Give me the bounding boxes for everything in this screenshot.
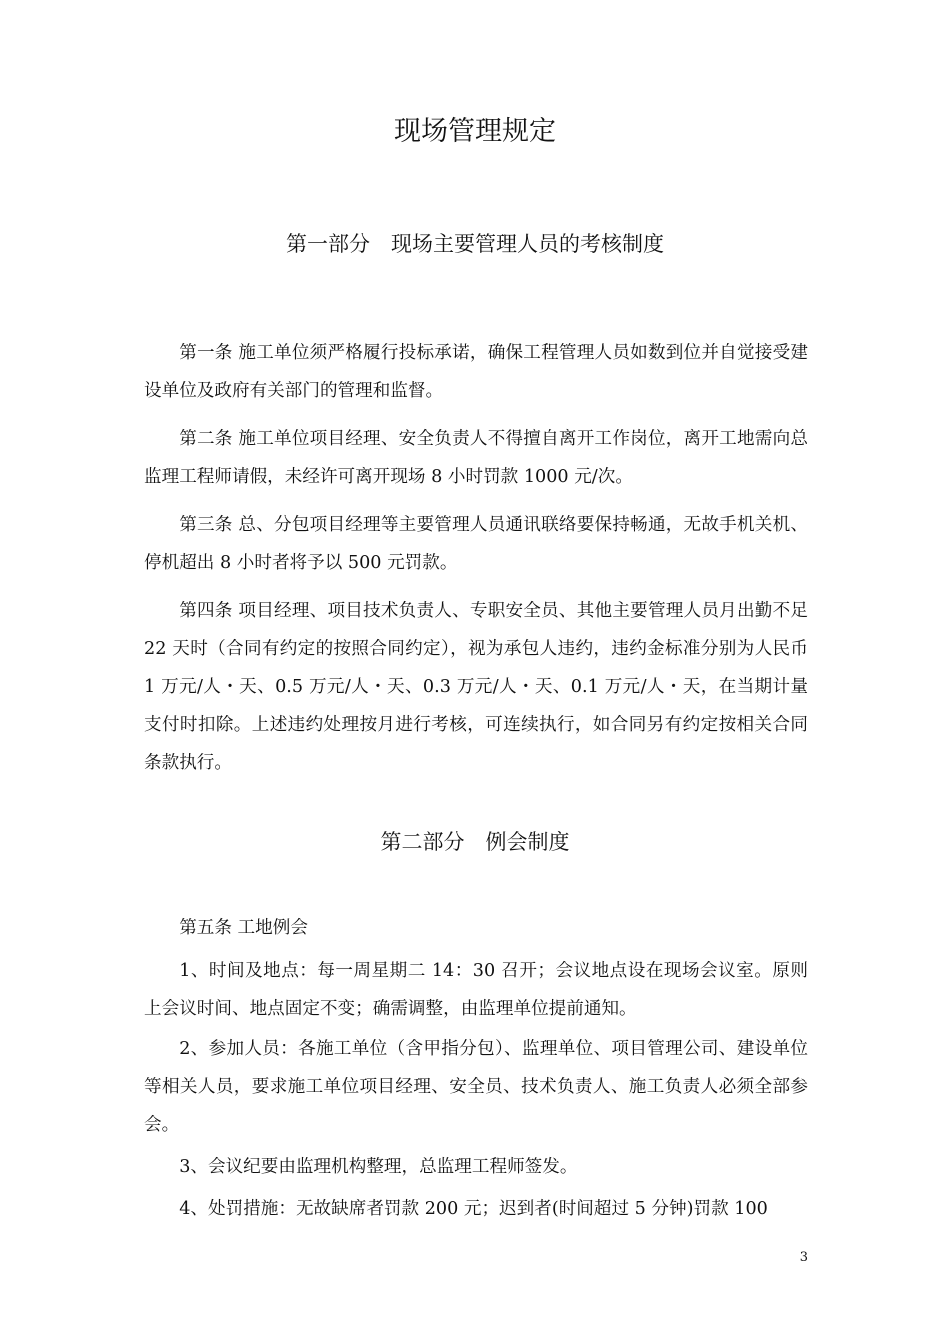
part1-heading: 第一部分 现场主要管理人员的考核制度 (286, 232, 664, 256)
article-1: 第一条 施工单位须严格履行投标承诺，确保工程管理人员如数到位并自觉接受建设单位及政府有关部门的管理和监督。 (144, 343, 808, 401)
document-title: 现场管理规定 (394, 116, 556, 147)
meeting-item-3: 3、会议纪要由监理机构整理，总监理工程师签发。 (179, 1157, 578, 1177)
meeting-item-2: 2、参加人员：各施工单位（含甲指分包）、监理单位、项目管理公司、建设单位等相关人员，要求施工单位项目经理、安全员、技术负责人、施工负责人必须全部参会。 (144, 1039, 808, 1135)
page-number: 3 (799, 1250, 808, 1265)
article-5: 第五条 工地例会 (179, 918, 308, 938)
part2-heading: 第二部分 例会制度 (380, 830, 570, 854)
article-2: 第二条 施工单位项目经理、安全负责人不得擅自离开工作岗位，离开工地需向总监理工程师请假，未经许可离开现场 8 小时罚款 1000 元/次。 (144, 429, 808, 487)
article-3: 第三条 总、分包项目经理等主要管理人员通讯联络要保持畅通，无故手机关机、停机超出 8 小时者将予以 500 元罚款。 (144, 515, 808, 573)
article-4: 第四条 项目经理、项目技术负责人、专职安全员、其他主要管理人员月出勤不足 22 天时（合同有约定的按照合同约定），视为承包人违约，违约金标准分别为人民币 1 万元/人・天、0.5 万元/人・天、0.3 万元/人・天、0.1 万元/人・天，在当期计量支付时扣除。上述违约处理按月进行考核，可连续执行，如合同另有约定按相关合同条款执行。 (144, 601, 808, 773)
meeting-item-1: 1、时间及地点：每一周星期二 14：30 召开；会议地点设在现场会议室。原则上会议时间、地点固定不变；确需调整，由监理单位提前通知。 (144, 961, 808, 1019)
meeting-item-4: 4、处罚措施：无故缺席者罚款 200 元；迟到者(时间超过 5 分钟)罚款 100 (179, 1199, 768, 1219)
